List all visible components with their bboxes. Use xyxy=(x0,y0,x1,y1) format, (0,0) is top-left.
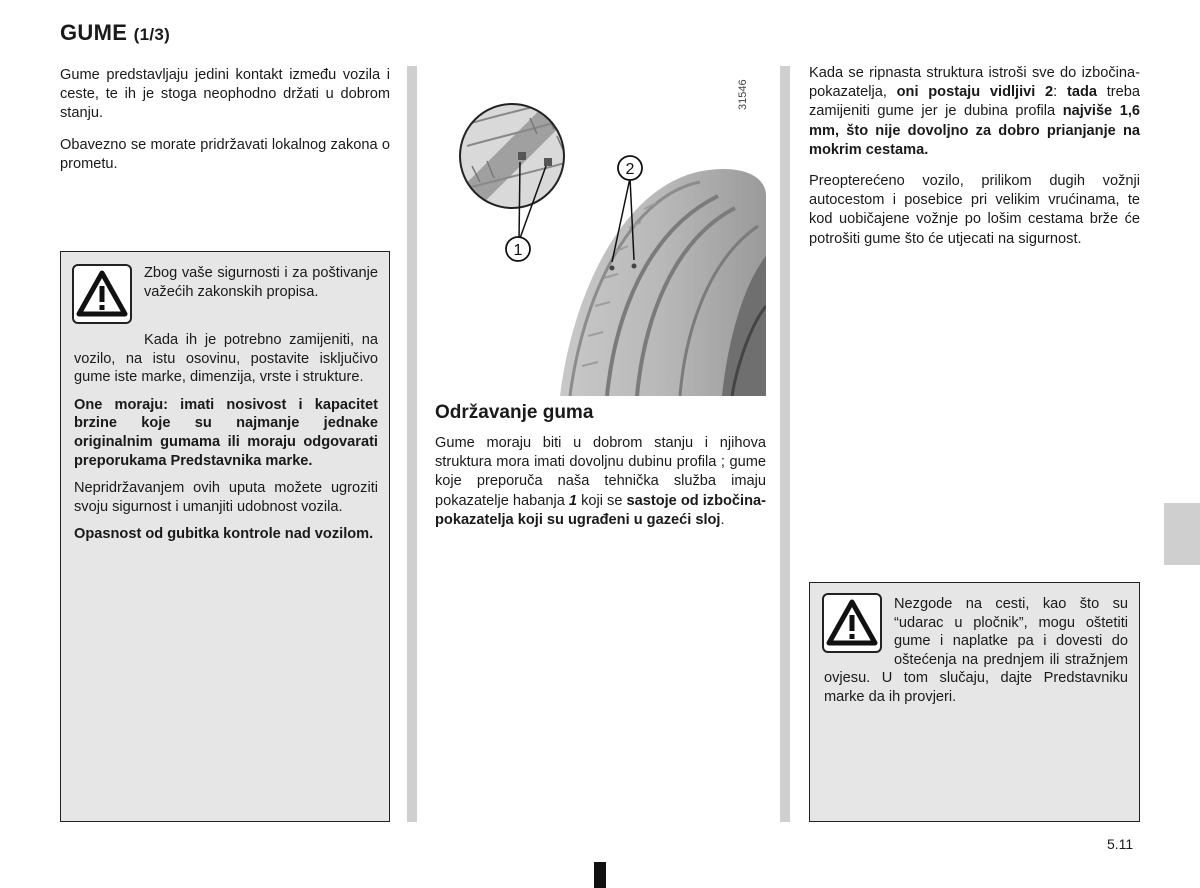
maintenance-text-1: Gume moraju biti u dobrom stanju i njihova struktura mora imati dovoljnu dubinu profila ; gume koje preporuča naša tehnička služba imaju pokazatelje habanja xyxy=(435,435,766,509)
wear-text-6: najviše 1,6 mm, što nije dovoljno za dobro prianjanje na mokrim cestama. xyxy=(809,103,1140,158)
road-damage-text: Nezgode na cesti, kao što su “udarac u pločnik”, mogu oštetiti gume i naplatke pa i dovesti do oštećenja na prednjem ili stražnjem ovjesu. U tom slučaju, dajte Predstavniku marke da ih provjeri. xyxy=(824,596,1128,705)
warning-text-3: Nepridržavanjem ovih uputa možete ugroziti svoju sigurnost i umanjiti udobnost vozila. xyxy=(74,480,378,515)
wear-indicator-paragraph xyxy=(809,64,1140,160)
column-divider-left xyxy=(407,66,417,822)
binding-mark xyxy=(594,862,606,888)
warning-body xyxy=(74,331,378,553)
maintenance-text-2: koji se xyxy=(577,492,627,509)
image-code: 31546 xyxy=(737,79,749,110)
intro-text xyxy=(60,66,390,186)
wear-text-3: : xyxy=(1053,84,1067,101)
warning-lead: Zbog vaše sigurnosti i za poštivanje važećih zakonskih propisa. xyxy=(144,265,378,300)
wear-text-4: tada xyxy=(1066,84,1097,101)
title-text: GUME xyxy=(60,20,128,45)
intro-paragraph-1: Gume predstavljaju jedini kontakt između vozila i ceste, te ih je stoga neophodno držati u dobrom stanju. xyxy=(60,67,390,122)
warning-text-4: Opasnost od gubitka kontrole nad vozilom. xyxy=(74,526,374,543)
warning-box-safety xyxy=(60,251,390,822)
overload-paragraph: Preopterećeno vozilo, prilikom dugih vožnji autocestom i posebice pri velikim vrućinama, te kod uobičajene vožnje po lošim cestama brže će potrošiti gume što će utjecati na sigurnost. xyxy=(809,173,1140,247)
title-part: (1/3) xyxy=(133,25,171,44)
intro-paragraph-2: Obavezno se morate pridržavati lokalnog zakona o prometu. xyxy=(60,136,390,172)
tyre-illustration xyxy=(432,66,766,396)
callout-2-label: 2 xyxy=(625,161,635,178)
section-heading: Održavanje guma xyxy=(435,402,594,423)
chapter-tab xyxy=(1164,503,1200,565)
wear-text-5: treba zamijeniti gume jer je dubina profila xyxy=(809,84,1140,120)
maintenance-text-end: . xyxy=(720,511,725,528)
warning-triangle-icon xyxy=(72,264,132,324)
warning-box-road-damage xyxy=(809,582,1140,822)
page-number: 5.11 xyxy=(1107,836,1134,852)
warning-text-1: Kada ih je potrebno zamijeniti, na vozilo, na istu osovinu, postavite isključivo gume iste marke, dimenzija, vrste i strukture. xyxy=(74,332,378,386)
wear-text-1: Kada se ripnasta struktura istroši sve do izbočina-pokazatelja, xyxy=(809,65,1140,101)
maintenance-text xyxy=(435,434,766,530)
column-divider-right xyxy=(780,66,790,822)
maintenance-ref-1: 1 xyxy=(568,492,578,509)
callout-1-label: 1 xyxy=(513,242,523,259)
wear-text-2: oni postaju vidljivi 2 xyxy=(896,84,1054,101)
right-column-text xyxy=(809,64,1140,261)
maintenance-text-bold: sastoje od izbočina-pokazatelja koji su ugrađeni u gazeći sloj xyxy=(435,492,766,528)
road-damage-warning-text xyxy=(824,595,1128,707)
warning-text-2: One moraju: imati nosivost i kapacitet brzine koje su najmanje jednake originalnim gumama ili moraju odgovarati preporukama Predstavnika marke. xyxy=(74,396,378,469)
page-title xyxy=(60,20,170,46)
